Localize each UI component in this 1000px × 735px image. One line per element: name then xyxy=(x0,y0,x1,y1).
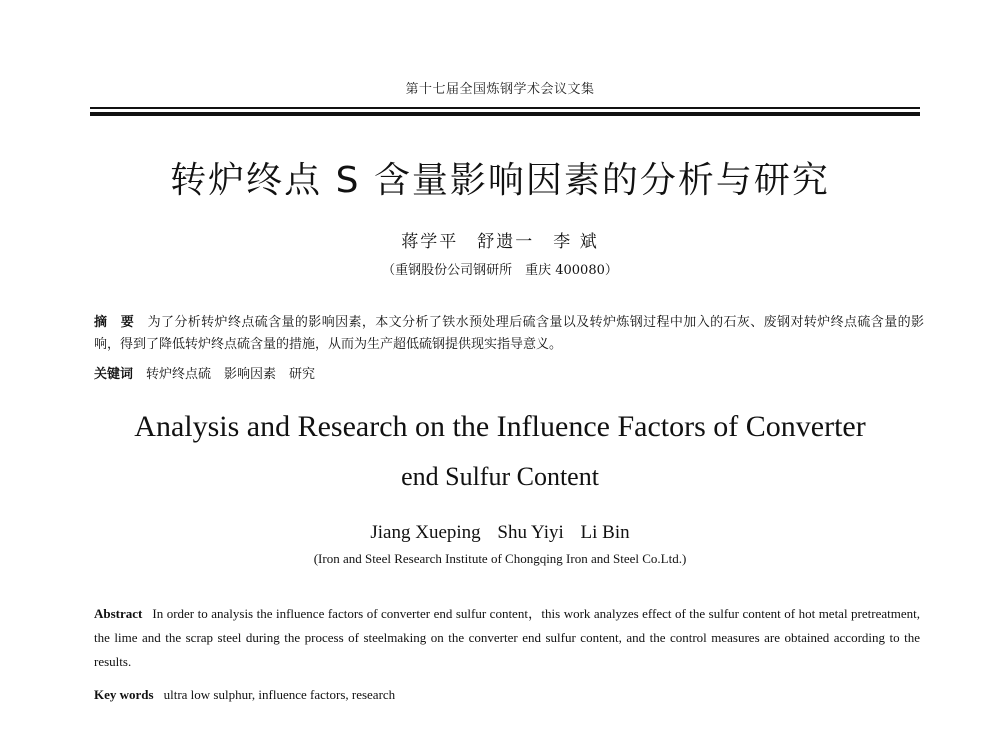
chinese-keywords xyxy=(94,364,924,386)
english-keywords xyxy=(94,683,920,707)
chinese-abstract xyxy=(94,312,924,356)
chinese-abstract-text: 为了分析转炉终点硫含量的影响因素，本文分析了铁水预处理后硫含量以及转炉炼钢过程中加入的石灰、废钢对转炉终点硫含量的影响，得到了降低转炉终点硫含量的措施，从而为生产超低硫钢提供现实指导意义。 xyxy=(94,315,924,352)
english-keywords-text: ultra low sulphur, influence factors, research xyxy=(163,687,396,702)
chinese-abstract-label: 摘 要 xyxy=(94,315,135,330)
english-affiliation: (Iron and Steel Research Institute of Chongqing Iron and Steel Co.Ltd.) xyxy=(313,551,687,566)
chinese-title: 转炉终点 S 含量影响因素的分析与研究 xyxy=(170,160,830,201)
english-abstract-label: Abstract xyxy=(94,606,143,621)
english-authors xyxy=(0,522,1000,544)
chinese-author: 舒遗一 xyxy=(477,232,535,252)
english-title-line1: Analysis and Research on the Influence Factors of Converter xyxy=(134,410,866,443)
chinese-author: 蒋学平 xyxy=(401,232,459,252)
english-keywords-label: Key words xyxy=(94,687,154,702)
chinese-affiliation: （重钢股份公司钢研所 重庆 400080） xyxy=(382,263,618,278)
chinese-keywords-label: 关键词 xyxy=(94,367,134,382)
english-abstract-text: In order to analysis the influence factors of converter end sulfur content，this work analyzes effect of the sulfur content of hot metal pretreatment, the lime and the scrap steel during the process of steelmaking on the converter end sulfur content, and the control measures are obtained according to the results. xyxy=(94,606,920,669)
chinese-author: 李 斌 xyxy=(553,232,599,252)
header-rule-thick xyxy=(90,112,920,116)
english-abstract xyxy=(94,602,920,674)
english-author: Shu Yiyi xyxy=(497,522,564,543)
chinese-authors xyxy=(0,227,1000,252)
chinese-keywords-text: 转炉终点硫 影响因素 研究 xyxy=(146,367,316,382)
english-title-line2: end Sulfur Content xyxy=(401,462,599,491)
journal-header: 第十七届全国炼钢学术会议文集 xyxy=(405,82,595,97)
english-author: Jiang Xueping xyxy=(370,522,481,543)
english-author: Li Bin xyxy=(580,522,630,543)
header-rule-thin xyxy=(90,107,920,109)
